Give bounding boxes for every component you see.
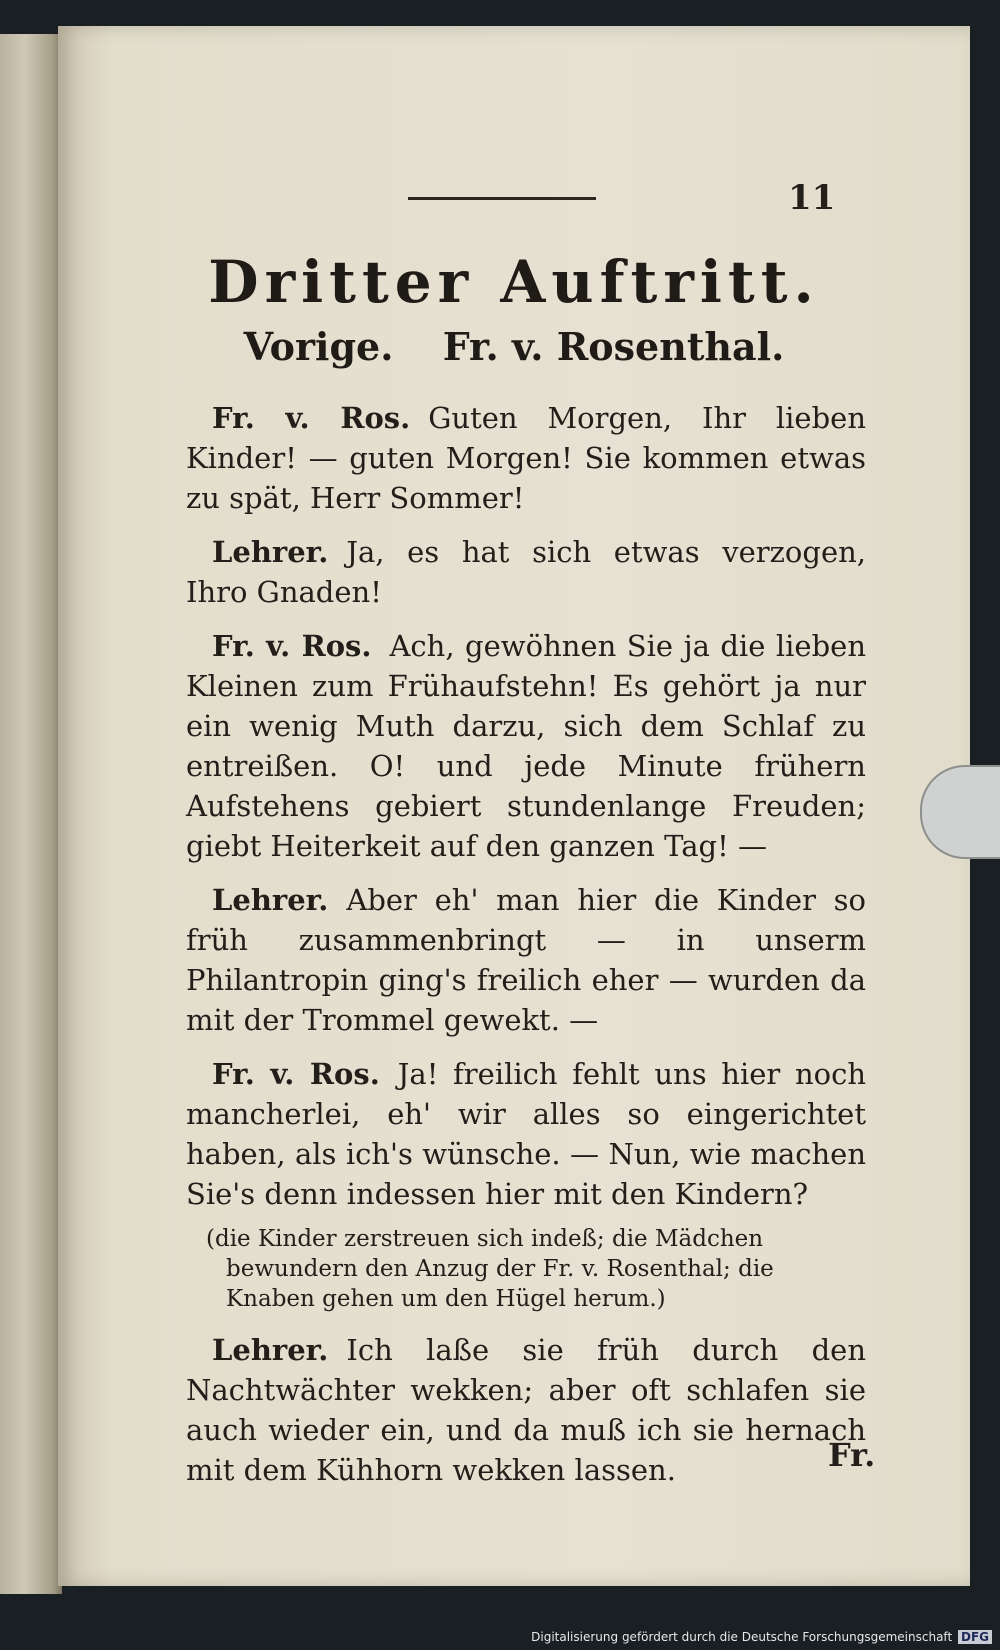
dialogue-line bbox=[186, 1054, 866, 1214]
dialogue-line bbox=[186, 880, 866, 1040]
speaker-name: Lehrer. bbox=[212, 535, 329, 569]
dialogue-line bbox=[186, 398, 866, 518]
catchword: Fr. bbox=[828, 1436, 876, 1474]
footer-text: Digitalisierung gefördert durch die Deutsche Forschungsgemeinschaft bbox=[531, 1630, 953, 1644]
page-number: 11 bbox=[788, 178, 836, 218]
scene-title: Dritter Auftritt. bbox=[208, 248, 820, 316]
header-rule bbox=[408, 197, 596, 200]
speech-text: Ja! freilich fehlt uns hier noch mancherlei, eh' wir alles so eingerichtet haben, als ich's wünsche. — Nun, wie machen Sie's denn indessen hier mit den Kindern? bbox=[186, 1057, 866, 1211]
scene-cast bbox=[58, 324, 970, 369]
speaker-name: Lehrer. bbox=[212, 1333, 329, 1367]
digitization-footer bbox=[531, 1630, 992, 1644]
speaker-name: Fr. v. Ros. bbox=[212, 401, 411, 435]
book-gutter bbox=[0, 34, 62, 1594]
dialogue-text bbox=[186, 398, 866, 1504]
dialogue-line bbox=[186, 626, 866, 866]
speech-text: Ach, gewöhnen Sie ja die lieben Kleinen zum Frühaufstehn! Es gehört ja nur ein wenig Muth darzu, sich dem Schlaf zu entreißen. O! und jede Minute frühern Aufstehens gebiert stundenlange Freuden; giebt Heiterkeit auf den ganzen Tag! — bbox=[186, 629, 866, 863]
dfg-logo: DFG bbox=[958, 1630, 992, 1644]
speaker-name: Fr. v. Ros. bbox=[212, 1057, 380, 1091]
dialogue-line bbox=[186, 532, 866, 612]
cast-previous: Vorige. bbox=[243, 324, 394, 369]
speech-text: Aber eh' man hier die Kinder so früh zusammenbringt — in unserm Philantropin ging's freilich eher — wurden da mit der Trommel gewekt. — bbox=[186, 883, 866, 1037]
stage-direction: (die Kinder zerstreuen sich indeß; die Mädchen bewundern den Anzug der Fr. v. Rosenthal; die Knaben gehen um den Hügel herum.) bbox=[206, 1226, 774, 1312]
cast-rosenthal: Fr. v. Rosenthal. bbox=[442, 324, 785, 369]
page-tab bbox=[920, 765, 1000, 859]
book-page bbox=[58, 26, 970, 1586]
dialogue-line bbox=[186, 1330, 866, 1490]
speaker-name: Lehrer. bbox=[212, 883, 329, 917]
speaker-name: Fr. v. Ros. bbox=[212, 629, 372, 663]
speech-text: Guten Morgen, Ihr lieben Kinder! — guten Morgen! Sie kommen etwas zu spät, Herr Sommer! bbox=[186, 401, 866, 515]
speech-text: Ich laße sie früh durch den Nachtwächter wekken; aber oft schlafen sie auch wieder ein, und da muß ich sie hernach mit dem Kühhorn wekken lassen. bbox=[186, 1333, 866, 1487]
speech-text: Ja, es hat sich etwas verzogen, Ihro Gnaden! bbox=[186, 535, 866, 609]
